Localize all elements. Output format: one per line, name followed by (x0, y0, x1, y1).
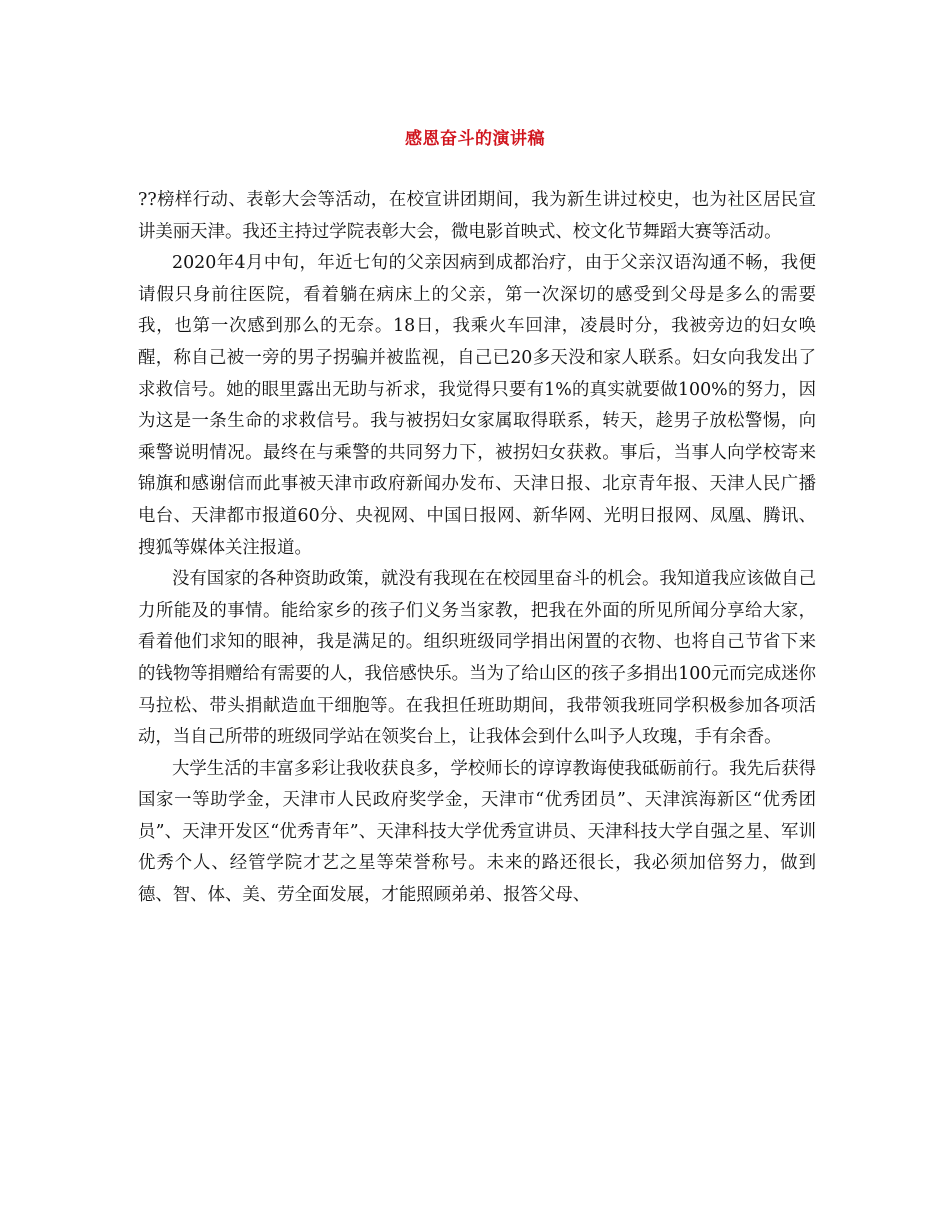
paragraph-3: 没有国家的各种资助政策，就没有我现在在校园里奋斗的机会。我知道我应该做自己力所能及的事情。能给家乡的孩子们义务当家教，把我在外面的所见所闻分享给大家， 看着他们求知的眼神，我是满足的。组织班级同学捐出闲置的衣物、也将自己节省下来的钱物等捐赠给有需要的人，我倍感快乐。当为了给山区的孩子多捐出100元而完成迷你马拉松、带头捐献造血干细胞等。在我担任班助期间，我带领我班同学积极参加各项活动，当自己所带的班级同学站在领奖台上，让我体会到什么叫予人玫瑰，手有余香。 (138, 569, 816, 748)
paragraph-1: ??榜样行动、表彰大会等活动，在校宣讲团期间，我为新生讲过校史，也为社区居民宣讲美丽天津。我还主持过学院表彰大会，微电影首映式、校文化节舞蹈大赛等活动。 (138, 190, 816, 242)
document-title: 感恩奋斗的演讲稿 (405, 129, 545, 149)
document-body (138, 185, 816, 912)
paragraph-4: 大学生活的丰富多彩让我收获良多，学校师长的谆谆教诲使我砥砺前行。我先后获得国家一等助学金，天津市人民政府奖学金，天津市“优秀团员”、天津滨海新区“优秀团员”、天津开发区“优秀青年”、天津科技大学优秀宣讲员、天津科技大学自强之星、军训优秀个人、经管学院才艺之星等荣誉称号。未来的路还很长，我必须加倍努力，做到德、智、体、美、劳全面发展，才能照顾弟弟、报答父母、 (138, 758, 816, 906)
paragraph-2: 2020年4月中旬，年近七旬的父亲因病到成都治疗，由于父亲汉语沟通不畅，我便请假只身前往医院，看着躺在病床上的父亲，第一次深切的感受到父母是多么的需要我，也第一次感到那么的无奈。18日，我乘火车回津，凌晨时分，我被旁边的妇女唤醒，称自己被一旁的男子拐骗并被监视，自己已20多天没和家人联系。妇女向我发出了求救信号。她的眼里露出无助与祈求，我觉得只要有1%的真实就要做100%的努力，因为这是一条生命的求救信号。我与被拐妇女家属取得联系，转天，趁男子放松警惕，向乘警说明情况。最终在与乘警的共同努力下，被拐妇女获救。事后，当事人向学校寄来锦旗和感谢信而此事被天津市政府新闻办发布、天津日报、北京青年报、天津人民广播电台、天津都市报道60分、央视网、中国日报网、新华网、光明日报网、凤凰、腾讯、搜狐等媒体关注报道。 (138, 253, 816, 558)
